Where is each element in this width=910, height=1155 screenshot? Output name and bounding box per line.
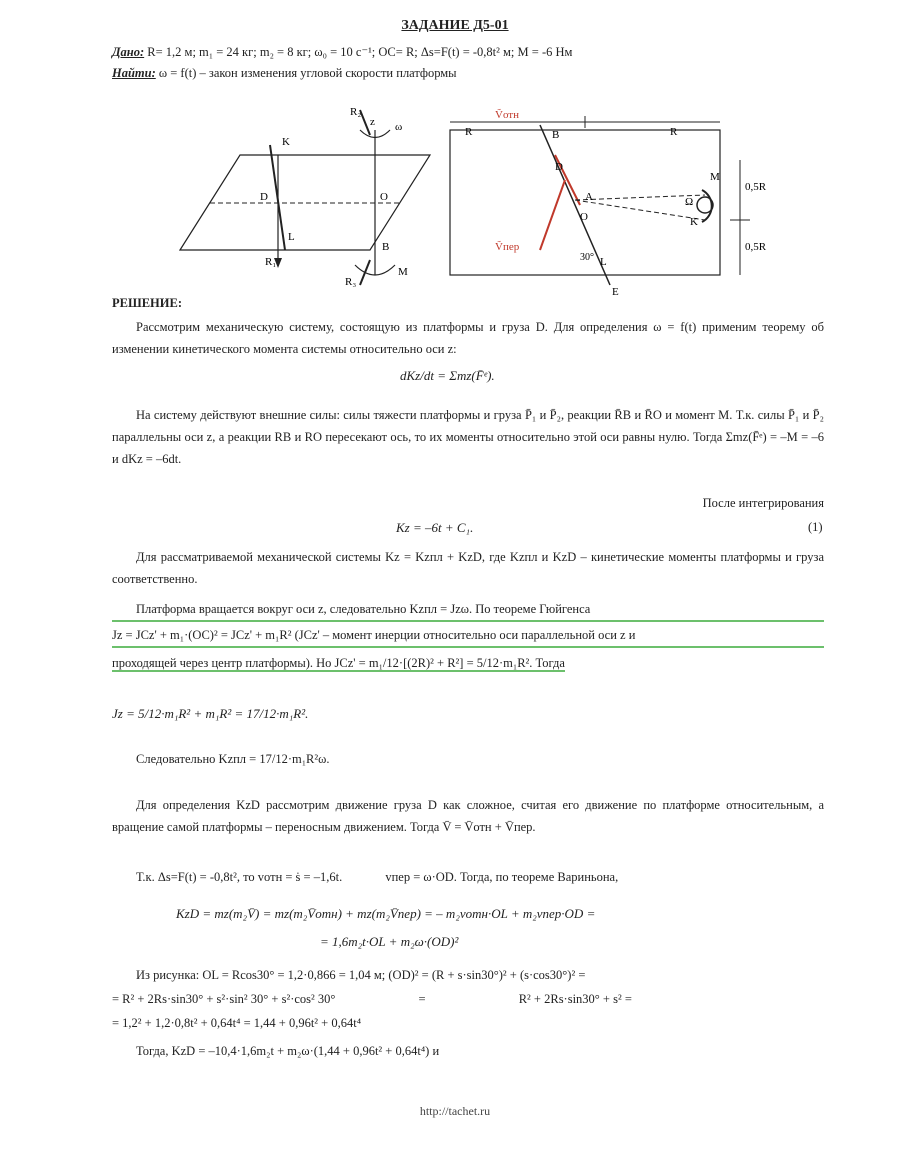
fig-right-label-3: D: [555, 161, 563, 173]
solution-paragraph-8a: Из рисунка: OL = Rcos30° = 1,2·0,866 = 1,04 м; (OD)² = (R + s·sin30°)² + (s·cos30°)² =: [136, 968, 586, 982]
fig-left-label-10: M: [398, 266, 408, 278]
equation-kd-2: = 1,6m₂t·OL + m₂ω·(OD)²: [320, 934, 459, 949]
fig-left-label-2: ω: [395, 121, 403, 133]
fig-left-label-3: R₁: [265, 256, 277, 268]
solution-paragraph-2-tail: После интегрирования: [702, 496, 824, 510]
fig-right-label-8: Ω: [685, 196, 694, 208]
find-text: ω = f(t) – закон изменения угловой скорости платформы: [158, 66, 457, 80]
equation-1: Kz = –6t + C₁.: [396, 520, 474, 535]
solution-paragraph-4a: Платформа вращается вокруг оси z, следовательно Kzпл = Jzω. По теореме Гюйгенса: [112, 598, 824, 622]
fig-right-label-0: Ṽотн: [495, 109, 519, 121]
fig-right-label-10: R: [465, 126, 473, 138]
solution-paragraph-8c: = 1,2² + 1,2·0,8t² + 0,64t⁴ = 1,44 + 0,96t² + 0,64t⁴: [112, 1016, 362, 1030]
solution-title: РЕШЕНИЕ:: [112, 296, 182, 310]
solution-paragraph-7b: vпер = ω·OD. Тогда, по теореме Вариньона,: [385, 870, 619, 884]
given-text: R= 1,2 м; m₁ = 24 кг; m₂ = 8 кг; ω₀ = 10 с⁻¹; OC= R; Δs=F(t) = -0,8t² м; M = -6 Нм: [147, 45, 573, 59]
fig-right-label-6: L: [600, 256, 607, 268]
fig-right-label-1: Ṽпер: [495, 241, 520, 253]
solution-paragraph-6: Для определения KzD рассмотрим движение груза D как сложное, считая его движение по платформе относительным, а вращение самой платформы – переносным движением. Тогда V̄ = V̄отн + V̄пер.: [112, 798, 824, 834]
fig-left-label-5: R₃: [345, 276, 357, 288]
fig-left-label-4: R₂: [350, 106, 362, 118]
fig-right-label-12: 0,5R: [745, 181, 767, 193]
solution-paragraph-9: Тогда, KzD = –10,4·1,6m₂t + m₂ω·(1,44 + 0,96t² + 0,64t⁴) и: [136, 1044, 440, 1058]
fig-right-label-13: 0,5R: [745, 241, 767, 253]
solution-paragraph-7: [112, 866, 824, 888]
fig-right-label-2: B: [552, 129, 560, 141]
solution-paragraph-2: На систему действуют внешние силы: силы тяжести платформы и груза P̄₁ и P̄₂, реакции R̄B и R̄O и момент M. Т.к. силы P̄₁ и P̄₂ параллельны оси z, а реакции RB и RO пересекают ось, то их моменты относительно этой оси равны нулю. Тогда Σmz(F̄ᵉ) = –M = –6 и dKz = –6dt.: [112, 408, 824, 466]
footer-url: http://tachet.ru: [419, 1104, 491, 1118]
solution-paragraph-4b: Jz = JCz' + m₁·(OC)² = JCz' + m₁R² (JCz' – момент инерции относительно оси параллельной оси z и: [112, 624, 824, 648]
equation-1-number: (1): [808, 520, 823, 534]
fig-right-label-9: K: [690, 216, 698, 228]
given-label: Дано:: [112, 45, 145, 59]
solution-paragraph-3: Для рассматриваемой механической системы Kz = Kzпл + KzD, где Kzпл и KzD – кинетические моменты платформы и груза соответственно.: [112, 550, 824, 586]
solution-paragraph-8b2: =: [418, 992, 426, 1006]
given-line: [112, 44, 832, 60]
fig-left-label-0: K: [282, 136, 290, 148]
fig-left-label-6: O: [380, 191, 388, 203]
fig-right-label-7: M: [710, 171, 720, 183]
figure-left: [170, 100, 440, 295]
fig-right-label-14: 30°: [580, 252, 594, 263]
fig-right-label-15: E: [612, 286, 619, 298]
fig-left-label-7: z: [370, 116, 375, 128]
v-trans-arrow: [540, 180, 565, 250]
equation-kd-1: KzD = mz(m₂V̄) = mz(m₂V̄отн) + mz(m₂V̄пер) = – m₂vотн·OL + m₂vпер·OD =: [176, 906, 596, 921]
figure-right: [440, 100, 780, 300]
main-equation: dKz/dt = Σmz(F̄ᵉ).: [400, 368, 495, 383]
fig-right-label-11: R: [670, 126, 678, 138]
find-label: Найти:: [112, 66, 156, 80]
solution-paragraph-8b: = R² + 2Rs·sin30° + s²·sin² 30° + s²·cos² 30°: [112, 992, 336, 1006]
fig-left-label-8: L: [288, 231, 295, 243]
solution-paragraph-8b3: R² + 2Rs·sin30° + s² =: [518, 992, 632, 1006]
solution-paragraph-4c-text: проходящей через центр платформы). Но JCz' = m₁/12·[(2R)² + R²] = 5/12·m₁R². Тогда: [112, 656, 565, 670]
page-title: ЗАДАНИЕ Д5-01: [401, 18, 509, 33]
find-line: [112, 66, 832, 81]
solution-paragraph-4c: [112, 652, 824, 674]
platform-outline: [180, 155, 430, 250]
solution-paragraph-5: Следовательно Kzпл = 17/12·m₁R²ω.: [136, 752, 330, 766]
fig-right-label-5: O: [580, 211, 588, 223]
solution-paragraph-7a: Т.к. Δs=F(t) = -0,8t², то vотн = ṡ = –1,6t.: [136, 870, 343, 884]
fig-left-label-9: B: [382, 241, 390, 253]
equation-jz: Jz = 5/12·m₁R² + m₁R² = 17/12·m₁R².: [112, 706, 309, 721]
reaction-arrow-bottom: [360, 260, 370, 285]
solution-paragraph-8b-line: [112, 988, 824, 1010]
fig-right-label-4: A: [585, 191, 593, 203]
solution-paragraph-1: Рассмотрим механическую систему, состоящую из платформы и груза D. Для определения ω = f(t) применим теорему об изменении кинетического момента системы относительно оси z:: [112, 320, 824, 356]
fig-left-label-1: D: [260, 191, 268, 203]
